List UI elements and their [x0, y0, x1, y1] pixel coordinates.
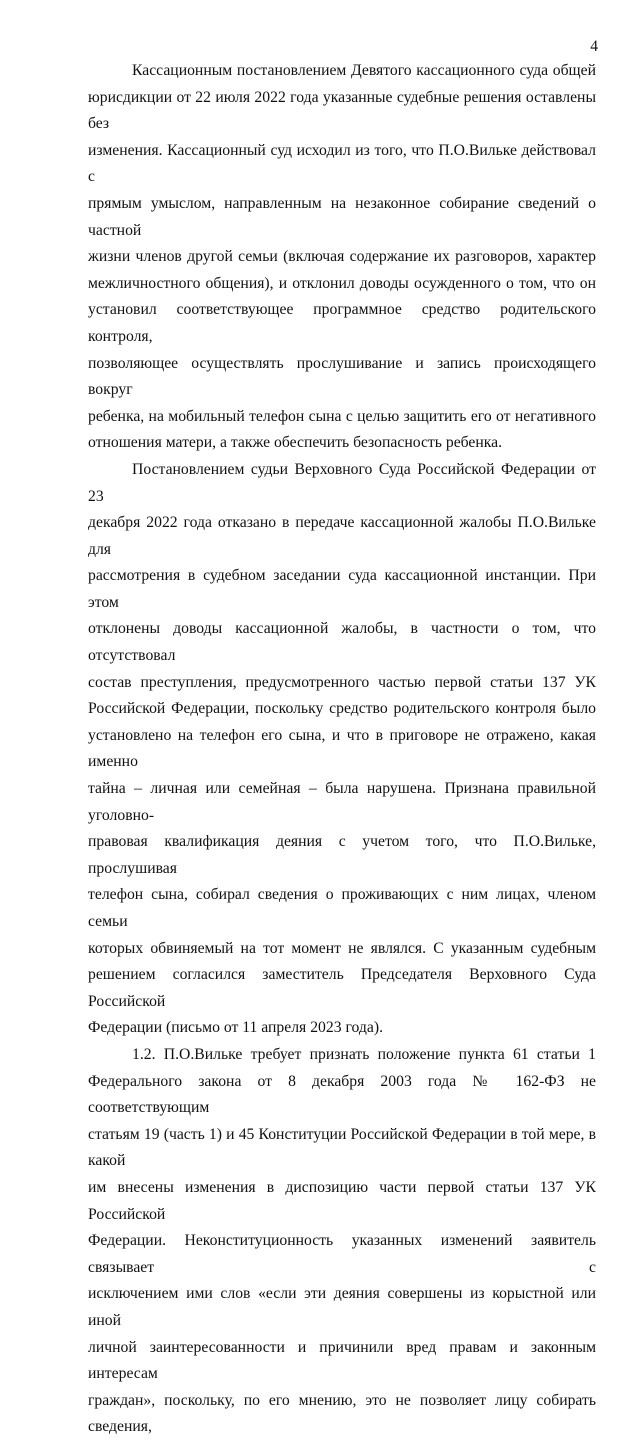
text-line: Федерации. Неконституционность указанных изменений заявитель связывает с [88, 1232, 596, 1276]
text-line: телефон сына, собирал сведения о проживающих с ним лицах, членом семьи [88, 886, 596, 930]
text-line: отношения матери, а также обеспечить безопасность ребенка. [88, 434, 503, 452]
text-line: установил соответствующее программное средство родительского контроля, [88, 301, 596, 345]
text-line: отклонены доводы кассационной жалобы, в частности о том, что отсутствовал [88, 620, 596, 665]
text-line: им внесены изменения в диспозицию части первой статьи 137 УК Российской [88, 1178, 596, 1223]
text-line: граждан», поскольку, по его мнению, это не позволяет лицу собирать сведения, [88, 1391, 596, 1436]
text-line: рассмотрения в судебном заседании суда кассационной инстанции. При этом [88, 567, 596, 611]
text-line: Постановлением судьи Верховного Суда Российской Федерации от 23 [88, 460, 596, 505]
text-line: статьям 19 (часть 1) и 45 Конституции Российской Федерации в той мере, в какой [88, 1125, 596, 1170]
paragraph [88, 58, 596, 457]
page-number: 4 [590, 38, 598, 55]
text-line: юрисдикции от 22 июля 2022 года указанные судебные решения оставлены без [88, 88, 596, 133]
text-line: установлено на телефон его сына, и что в приговоре не отражено, какая именно [88, 726, 596, 771]
text-line: которых обвиняемый на тот момент не являлся. С указанным судебным [88, 939, 596, 957]
text-line: правовая квалификация деяния с учетом того, что П.О.Вильке, прослушивая [88, 833, 596, 877]
text-line: жизни членов другой семьи (включая содержание их разговоров, характер [88, 248, 596, 266]
paragraph [88, 457, 596, 1042]
text-line: состав преступления, предусмотренного частью первой статьи 137 УК [88, 673, 596, 691]
document-body [88, 58, 596, 1441]
text-line: Российской Федерации, поскольку средство родительского контроля было [88, 700, 596, 718]
text-line: Федерации (письмо от 11 апреля 2023 года). [88, 1019, 384, 1037]
text-line: 1.2. П.О.Вильке требует признать положение пункта 61 статьи 1 [132, 1045, 596, 1063]
text-line: Федерального закона от 8 декабря 2003 года № 162-ФЗ не соответствующим [88, 1072, 596, 1117]
text-line: позволяющее осуществлять прослушивание и запись происходящего вокруг [88, 354, 596, 399]
text-line: Кассационным постановлением Девятого кассационного суда общей [132, 62, 596, 79]
text-line: межличностного общения), и отклонил доводы осужденного о том, что он [88, 274, 596, 292]
text-line: решением согласился заместитель Председателя Верховного Суда Российской [88, 966, 596, 1010]
text-line: личной заинтересованности и причинили вред правам и законным интересам [88, 1338, 596, 1383]
text-line: тайна – личная или семейная – была нарушена. Признана правильной уголовно- [88, 780, 596, 824]
text-line: ребенка, на мобильный телефон сына с целью защитить его от негативного [88, 407, 596, 425]
text-line: исключением ими слов «если эти деяния совершены из корыстной или иной [88, 1285, 596, 1329]
text-line: декабря 2022 года отказано в передаче кассационной жалобы П.О.Вильке для [88, 514, 596, 558]
paragraph [88, 1042, 596, 1441]
text-line: прямым умыслом, направленным на незаконное собирание сведений о частной [88, 194, 596, 239]
text-line: изменения. Кассационный суд исходил из того, что П.О.Вильке действовал с [88, 141, 596, 186]
